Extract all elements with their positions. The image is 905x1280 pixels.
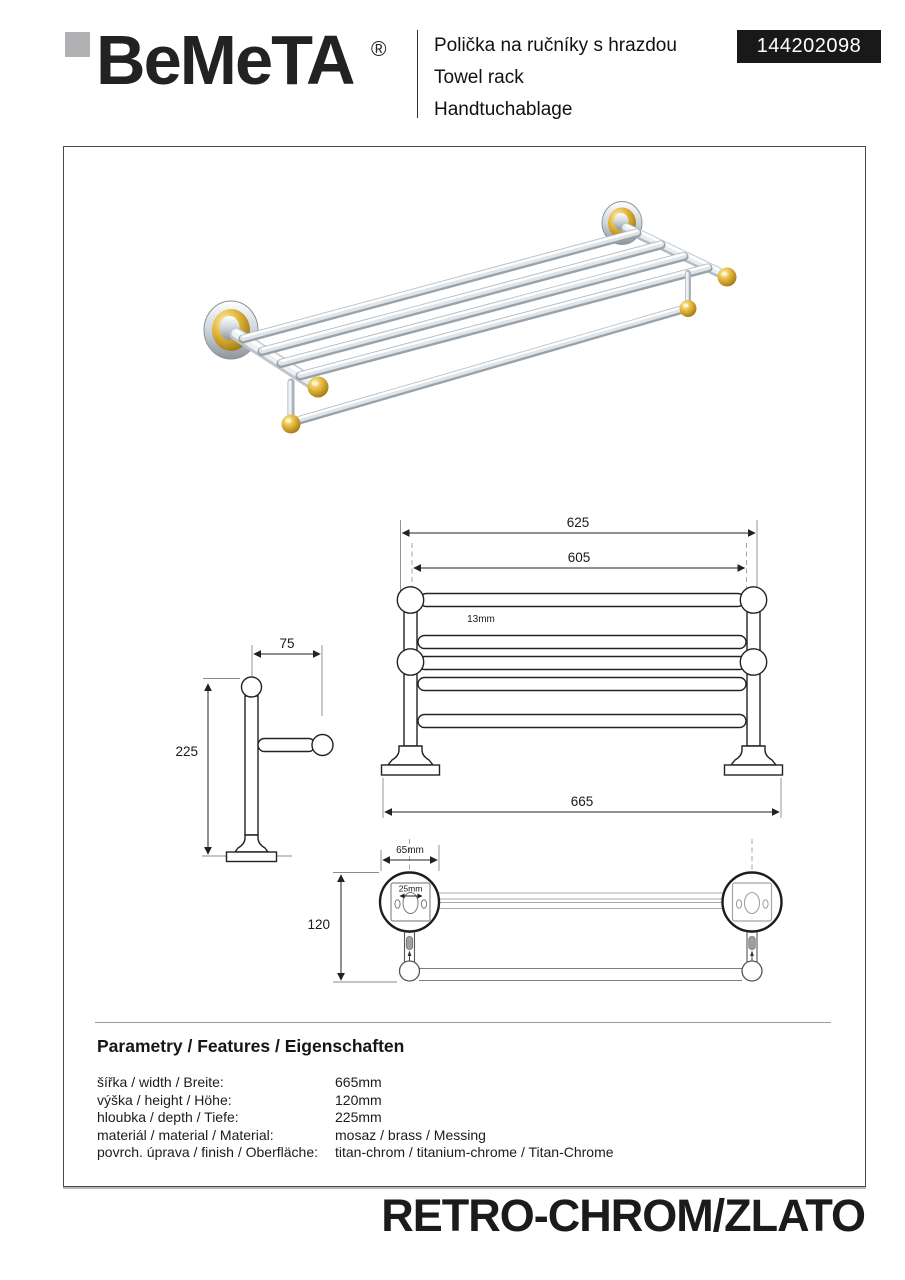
table-row [97, 1144, 614, 1162]
dimension-label-flange: 65mm [396, 845, 424, 856]
shelf-bars [243, 231, 708, 376]
dimension-label-rail-width: 605 [567, 550, 591, 565]
table-row [97, 1127, 614, 1145]
dimension-label-top-height: 120 [307, 917, 330, 932]
param-label-finish: povrch. úprava / finish / Oberfläche: [97, 1144, 318, 1161]
product-photo [204, 202, 737, 434]
param-label-width: šířka / width / Breite: [97, 1074, 224, 1090]
param-label-depth: hloubka / depth / Tiefe: [97, 1109, 239, 1126]
param-value-finish: titan-chrom / titanium-chrome / Titan-Chrome [335, 1144, 614, 1161]
dimension-label-height: 225 [175, 744, 198, 759]
dimension-label-tube: 13mm [467, 614, 495, 625]
param-value-height: 120mm [335, 1091, 382, 1108]
dimension-label-base-width: 665 [570, 794, 594, 809]
top-view-drawing [307, 839, 781, 982]
brand-logo: BeMeTA [96, 21, 354, 99]
product-name-de: Handtuchablage [434, 99, 573, 120]
side-view-drawing [175, 636, 333, 862]
product-code-badge: 144202098 [737, 30, 881, 63]
param-value-material: mosaz / brass / Messing [335, 1126, 486, 1143]
registered-trademark-icon: ® [371, 38, 387, 61]
table-row [97, 1092, 614, 1110]
front-view-drawing [382, 515, 783, 818]
parameters-title: Parametry / Features / Eigenschaften [97, 1036, 405, 1056]
series-title: RETRO-CHROM/ZLATO [381, 1190, 865, 1241]
product-name-cs: Polička na ručníky s hrazdou [434, 35, 677, 56]
param-label-material: materiál / material / Material: [97, 1126, 274, 1143]
parameters-table [97, 1074, 614, 1162]
dimension-label-plate-width: 25mm [398, 883, 423, 894]
table-row [97, 1109, 614, 1127]
param-value-depth: 225mm [335, 1109, 382, 1126]
product-name-en: Towel rack [434, 67, 524, 88]
param-value-width: 665mm [335, 1074, 382, 1090]
dimension-label-overall-width: 625 [566, 515, 590, 530]
table-row [97, 1074, 614, 1092]
param-label-height: výška / height / Höhe: [97, 1091, 232, 1108]
dimension-label-depth: 75 [279, 636, 295, 651]
